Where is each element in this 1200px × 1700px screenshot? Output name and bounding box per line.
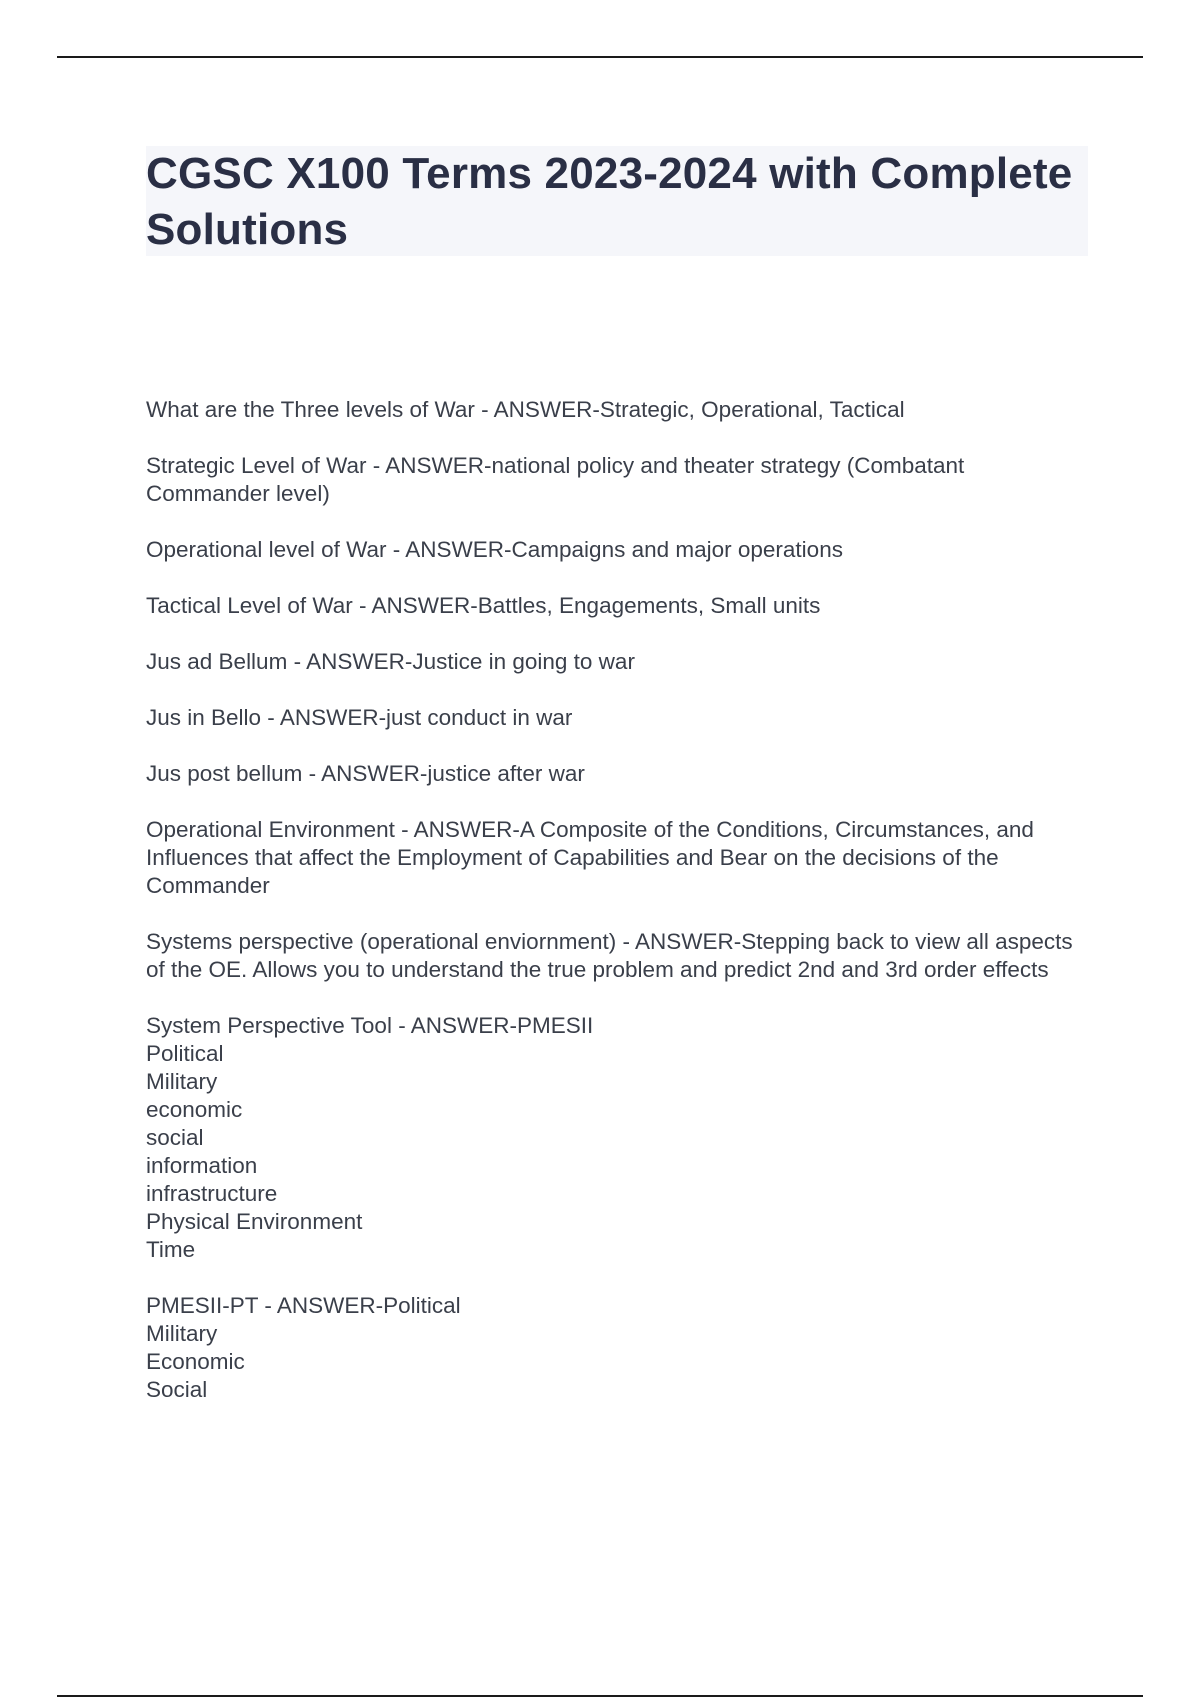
qa-entry: Jus in Bello - ANSWER-just conduct in war xyxy=(146,705,573,730)
qa-entry: Jus ad Bellum - ANSWER-Justice in going to war xyxy=(146,649,635,674)
top-rule xyxy=(57,56,1143,58)
qa-entry: Operational Environment - ANSWER-A Composite of the Conditions, Circumstances, and Influences that affect the Employment of Capabilities and Bear on the decisions of the Commander xyxy=(146,817,1034,898)
qa-entry: PMESII-PT - ANSWER-Political Military Economic Social xyxy=(146,1293,461,1402)
qa-entry: Strategic Level of War - ANSWER-national policy and theater strategy (Combatant Commander level) xyxy=(146,453,965,506)
qa-entry: Tactical Level of War - ANSWER-Battles, Engagements, Small units xyxy=(146,593,821,618)
qa-entry: Jus post bellum - ANSWER-justice after war xyxy=(146,761,585,786)
bottom-rule xyxy=(57,1695,1143,1697)
qa-entry: System Perspective Tool - ANSWER-PMESII Political Military economic social information infrastructure Physical Environment Time xyxy=(146,1013,594,1262)
document-title: CGSC X100 Terms 2023-2024 with Complete Solutions xyxy=(146,149,1073,254)
qa-entry: Operational level of War - ANSWER-Campaigns and major operations xyxy=(146,537,843,562)
title-block xyxy=(146,146,1088,256)
qa-list xyxy=(146,396,1088,1432)
qa-entry: What are the Three levels of War - ANSWER-Strategic, Operational, Tactical xyxy=(146,397,905,422)
qa-entry: Systems perspective (operational enviornment) - ANSWER-Stepping back to view all aspects of the OE. Allows you to understand the true problem and predict 2nd and 3rd order effects xyxy=(146,929,1073,982)
